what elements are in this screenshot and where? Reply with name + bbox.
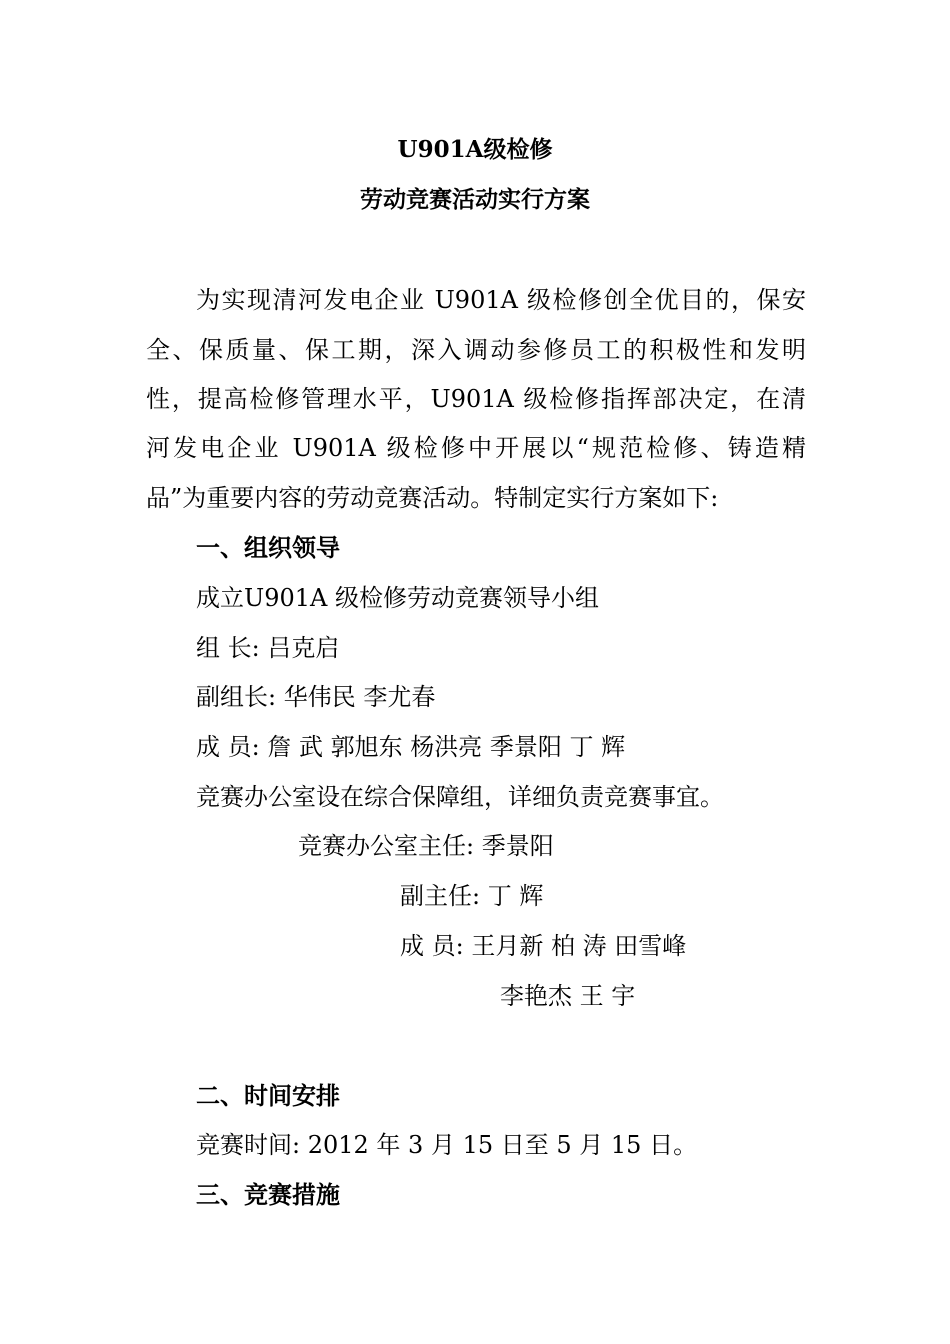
deputy-leader-line: 副组长: 华伟民 李尤春: [196, 683, 436, 711]
group-leader-line: 组 长: 吕克启: [196, 634, 340, 662]
office-deputy-line: 副主任: 丁 辉: [400, 882, 544, 910]
section1-heading: 一、组织领导: [196, 533, 340, 562]
office-director-line: 竞赛办公室主任: 季景阳: [298, 832, 554, 860]
intro-line-3: 性，提高检修管理水平，U901A 级检修指挥部决定，在清: [146, 385, 806, 413]
competition-time-line: 竞赛时间: 2012 年 3 月 15 日至 5 月 15 日。: [196, 1131, 698, 1159]
intro-line-5: 品”为重要内容的劳动竞赛活动。特制定实行方案如下:: [146, 484, 719, 512]
office-location-line: 竞赛办公室设在综合保障组，详细负责竞赛事宜。: [196, 783, 724, 811]
section2-heading: 二、时间安排: [196, 1081, 340, 1110]
document-title-line1: U901A级检修: [397, 136, 553, 163]
members-line: 成 员: 詹 武 郭旭东 杨洪亮 季景阳 丁 辉: [196, 733, 626, 761]
section3-heading: 三、竞赛措施: [196, 1180, 340, 1209]
office-members-continued-line: 李艳杰 王 宇: [500, 982, 636, 1010]
leadership-group-line: 成立U901A 级检修劳动竞赛领导小组: [196, 584, 599, 612]
intro-line-1: 为实现清河发电企业 U901A 级检修创全优目的，保安: [196, 286, 806, 314]
intro-line-4: 河发电企业 U901A 级检修中开展以“规范检修、铸造精: [146, 434, 806, 462]
intro-line-2: 全、保质量、保工期，深入调动参修员工的积极性和发明: [146, 336, 806, 364]
office-members-line: 成 员: 王月新 柏 涛 田雪峰: [400, 932, 687, 960]
document-title-line2: 劳动竞赛活动实行方案: [360, 186, 590, 213]
